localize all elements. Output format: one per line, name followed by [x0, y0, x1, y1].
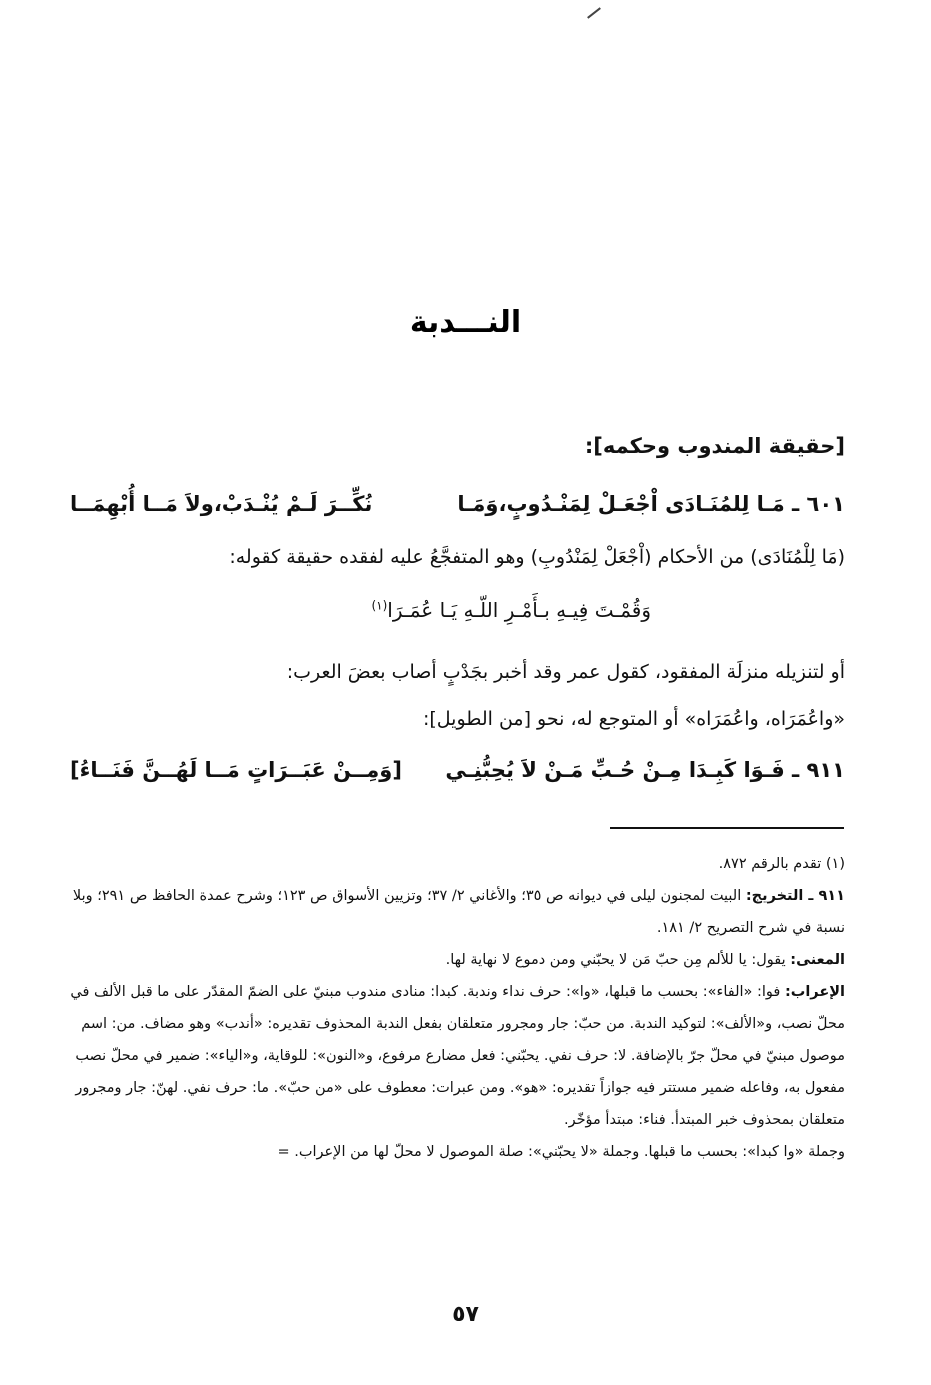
verse-911-second-hemistich: [وَمِــنْ عَبَــرَاتٍ مَــا لَهُــنَّ فَنَــاءُ] [70, 758, 402, 782]
verse-601 [70, 492, 845, 532]
footnote-1: (١) تقدم بالرقم ٨٧٢. [718, 856, 845, 872]
pen-mark [587, 7, 601, 18]
irab-label: الإعراب: [784, 984, 845, 1000]
irab-text: فوا: «الفاء»: بحسب ما قبلها، «وا»: حرف نداء وندبة. كبدا: منادى مندوب مبنيّ على الضمّ المقدّر على ما قبل الألف في محلّ نصب، و«الألف»: لتوكيد الندبة. من حبّ: جار ومجرور متعلقان بفعل الندبة المحذوف تقديره: «أندب» وهو مضاف. من: اسم موصول مبنيّ في محلّ جرّ بالإضافة. لا: حرف نفي. يحبّني: فعل مضارع مرفوع، و«النون»: للوقاية، و«الياء»: ضمير في محلّ نصب مفعول به، وفاعله ضمير مستتر فيه جوازاً تقديره: «هو». ومن عبرات: معطوف على «من حبّ». ما: حرف نفي. لهنّ: جار ومجرور متعلقان بمحذوف خبر المبتدأ. فناء: مبتدأ مؤخّر. [70, 984, 845, 1128]
takhrij-label: ٩١١ ـ التخريج: [745, 888, 845, 904]
footnote-takhrij [70, 880, 845, 944]
footnote-ref-1: (١) [371, 598, 388, 613]
body-line-1: (مَا لِلْمُنَادَى) من الأحكام (اْجْعَلْ لِمَنْدُوبِ) وهو المتفجَّعُ عليه لفقده حقيقة كقوله: [229, 546, 845, 568]
takhrij-text: البيت لمجنون ليلى في ديوانه ص ٣٥؛ والأغاني ٢/ ٣٧؛ وتزيين الأسواق ص ١٢٣؛ وشرح عمدة الحافظ ص ٢٩١؛ وبلا نسبة في شرح التصريح ٢/ ١٨١. [72, 888, 845, 936]
verse-601-second-hemistich: نُكِّــرَ لَـمْ يُنْـدَبْ،ولاَ مَــا أُبْهِمَــا [70, 492, 373, 516]
maana-label: المعنى: [790, 952, 845, 968]
footnote-maana [70, 944, 845, 976]
footnote-separator [610, 827, 844, 829]
verse-911 [70, 758, 845, 798]
quote-text: وَقُمْـتَ فِيـهِ بـأَمْـرِ اللّـهِ يَـا عُمَـرَا [387, 598, 651, 622]
quoted-hemistich [371, 598, 651, 622]
verse-911-first-hemistich: ٩١١ ـ فَـوَا كَبِـدَا مِـنْ حُـبِّ مَـنْ لاَ يُحِبُّنِـي [445, 758, 845, 782]
maana-text: يقول: يا للألم مِن حبّ مَن لا يحبّني ومن دموع لا نهاية لها. [445, 952, 786, 968]
section-heading: [حقيقة المندوب وحكمه]: [584, 434, 845, 458]
footnote-jumla: وجملة «وا كبدا»: بحسب ما قبلها. وجملة «لا يحبّني»: صلة الموصول لا محلّ لها من الإعراب. = [277, 1144, 845, 1160]
verse-601-first-hemistich: ٦٠١ ـ مَـا لِلمُنَـادَى اْجْعَـلْ لِمَنْـدُوبٍ،وَمَـا [457, 492, 845, 516]
body-line-2: أو لتنزيله منزلَة المفقود، كقول عمر وقد أخبر بجَدْبٍ أصاب بعضَ العرب: [286, 661, 845, 683]
page-title: النـــدبة [409, 305, 522, 340]
page-number: ٥٧ [452, 1302, 479, 1327]
footnotes [70, 848, 845, 1168]
footnote-irab [70, 976, 845, 1136]
body-line-3: «واعُمَرَاه، واعُمَرَاه» أو المتوجع له، نحو [من الطويل]: [422, 708, 845, 730]
